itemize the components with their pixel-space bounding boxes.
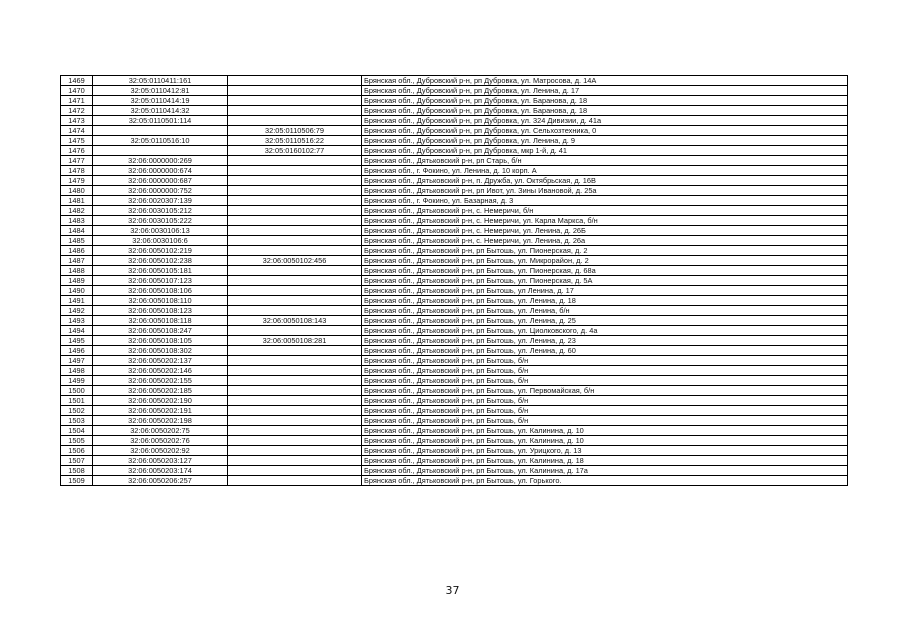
table-row — [61, 336, 848, 346]
linked-cadastral-number-cell — [228, 266, 362, 276]
cadastral-number-cell: 32:06:0030105:212 — [93, 206, 228, 216]
address-cell: Брянская обл., Дубровский р-н, рп Дубровка, ул. Ленина, д. 17 — [362, 86, 848, 96]
row-number-cell: 1488 — [61, 266, 93, 276]
table-row — [61, 346, 848, 356]
table-row — [61, 296, 848, 306]
row-number-cell: 1479 — [61, 176, 93, 186]
row-number-cell: 1495 — [61, 336, 93, 346]
table-row — [61, 366, 848, 376]
row-number-cell: 1480 — [61, 186, 93, 196]
linked-cadastral-number-cell — [228, 226, 362, 236]
table-row — [61, 226, 848, 236]
row-number-cell: 1490 — [61, 286, 93, 296]
row-number-cell: 1485 — [61, 236, 93, 246]
linked-cadastral-number-cell: 32:06:0050102:456 — [228, 256, 362, 266]
row-number-cell: 1509 — [61, 476, 93, 486]
row-number-cell: 1491 — [61, 296, 93, 306]
row-number-cell: 1469 — [61, 76, 93, 86]
address-cell: Брянская обл., Дятьковский р-н, рп Бытошь, ул. Ленина, д. 18 — [362, 296, 848, 306]
row-number-cell: 1507 — [61, 456, 93, 466]
address-cell: Брянская обл., Дятьковский р-н, рп Бытошь, ул. Ленина, б/н — [362, 306, 848, 316]
address-cell: Брянская обл., Дубровский р-н, рп Дубровка, ул. 324 Дивизии, д. 41а — [362, 116, 848, 126]
address-cell: Брянская обл., Дятьковский р-н, рп Бытошь, ул. Ленина, д. 25 — [362, 316, 848, 326]
address-cell: Брянская обл., Дятьковский р-н, рп Бытошь, ул. Микрорайон, д. 2 — [362, 256, 848, 266]
cadastral-number-cell: 32:06:0020307:139 — [93, 196, 228, 206]
linked-cadastral-number-cell — [228, 476, 362, 486]
cadastral-number-cell — [93, 146, 228, 156]
address-cell: Брянская обл., Дубровский р-н, рп Дубровка, ул. Ленина, д. 9 — [362, 136, 848, 146]
cadastral-number-cell: 32:06:0050102:219 — [93, 246, 228, 256]
address-cell: Брянская обл., Дятьковский р-н, рп Бытошь, ул. Калинина, д. 10 — [362, 436, 848, 446]
cadastral-number-cell: 32:06:0050105:181 — [93, 266, 228, 276]
linked-cadastral-number-cell — [228, 356, 362, 366]
cadastral-number-cell: 32:06:0000000:687 — [93, 176, 228, 186]
table-row — [61, 276, 848, 286]
registry-table-body — [61, 76, 848, 486]
cadastral-number-cell: 32:06:0030106:6 — [93, 236, 228, 246]
linked-cadastral-number-cell — [228, 286, 362, 296]
linked-cadastral-number-cell — [228, 396, 362, 406]
table-row — [61, 406, 848, 416]
row-number-cell: 1473 — [61, 116, 93, 126]
table-row — [61, 206, 848, 216]
linked-cadastral-number-cell — [228, 276, 362, 286]
address-cell: Брянская обл., Дятьковский р-н, рп Бытошь, ул. Ленина, д. 60 — [362, 346, 848, 356]
address-cell: Брянская обл., Дятьковский р-н, рп Бытошь, ул. Калинина, д. 17а — [362, 466, 848, 476]
address-cell: Брянская обл., Дятьковский р-н, с. Немеричи, ул. Карла Маркса, б/н — [362, 216, 848, 226]
address-cell: Брянская обл., Дятьковский р-н, п. Дружба, ул. Октябрьская, д. 16В — [362, 176, 848, 186]
table-row — [61, 456, 848, 466]
row-number-cell: 1471 — [61, 96, 93, 106]
linked-cadastral-number-cell — [228, 86, 362, 96]
row-number-cell: 1496 — [61, 346, 93, 356]
table-row — [61, 236, 848, 246]
row-number-cell: 1478 — [61, 166, 93, 176]
linked-cadastral-number-cell: 32:05:0110506:79 — [228, 126, 362, 136]
linked-cadastral-number-cell — [228, 76, 362, 86]
cadastral-number-cell: 32:06:0050203:174 — [93, 466, 228, 476]
address-cell: Брянская обл., Дятьковский р-н, рп Бытошь, ул. Урицкого, д. 13 — [362, 446, 848, 456]
table-row — [61, 146, 848, 156]
table-row — [61, 176, 848, 186]
table-row — [61, 326, 848, 336]
cadastral-number-cell: 32:06:0050202:76 — [93, 436, 228, 446]
linked-cadastral-number-cell — [228, 346, 362, 356]
row-number-cell: 1500 — [61, 386, 93, 396]
table-row — [61, 106, 848, 116]
table-row — [61, 126, 848, 136]
table-row — [61, 316, 848, 326]
cadastral-number-cell: 32:06:0050102:238 — [93, 256, 228, 266]
linked-cadastral-number-cell — [228, 376, 362, 386]
cadastral-number-cell: 32:06:0050206:257 — [93, 476, 228, 486]
row-number-cell: 1502 — [61, 406, 93, 416]
linked-cadastral-number-cell — [228, 96, 362, 106]
table-row — [61, 416, 848, 426]
cadastral-number-cell: 32:06:0050202:191 — [93, 406, 228, 416]
address-cell: Брянская обл., Дубровский р-н, рп Дубровка, мкр 1-й, д. 41 — [362, 146, 848, 156]
linked-cadastral-number-cell — [228, 156, 362, 166]
linked-cadastral-number-cell — [228, 186, 362, 196]
cadastral-number-cell: 32:05:0110414:19 — [93, 96, 228, 106]
cadastral-number-cell: 32:06:0050108:110 — [93, 296, 228, 306]
linked-cadastral-number-cell — [228, 406, 362, 416]
cadastral-number-cell: 32:05:0110516:10 — [93, 136, 228, 146]
row-number-cell: 1497 — [61, 356, 93, 366]
address-cell: Брянская обл., Дубровский р-н, рп Дубровка, ул. Матросова, д. 14А — [362, 76, 848, 86]
table-row — [61, 396, 848, 406]
linked-cadastral-number-cell — [228, 456, 362, 466]
table-row — [61, 306, 848, 316]
table-row — [61, 466, 848, 476]
cadastral-number-cell: 32:06:0030105:222 — [93, 216, 228, 226]
table-row — [61, 166, 848, 176]
row-number-cell: 1508 — [61, 466, 93, 476]
linked-cadastral-number-cell — [228, 306, 362, 316]
linked-cadastral-number-cell — [228, 426, 362, 436]
linked-cadastral-number-cell — [228, 326, 362, 336]
cadastral-number-cell: 32:06:0050202:146 — [93, 366, 228, 376]
table-row — [61, 356, 848, 366]
address-cell: Брянская обл., Дятьковский р-н, рп Бытошь, ул. Горького. — [362, 476, 848, 486]
linked-cadastral-number-cell — [228, 446, 362, 456]
linked-cadastral-number-cell — [228, 166, 362, 176]
cadastral-number-cell: 32:06:0000000:269 — [93, 156, 228, 166]
linked-cadastral-number-cell — [228, 416, 362, 426]
table-row — [61, 116, 848, 126]
address-cell: Брянская обл., Дятьковский р-н, рп Бытошь, ул. Первомайская, б/н — [362, 386, 848, 396]
cadastral-number-cell: 32:06:0050108:247 — [93, 326, 228, 336]
linked-cadastral-number-cell — [228, 116, 362, 126]
table-row — [61, 446, 848, 456]
cadastral-number-cell: 32:06:0050202:198 — [93, 416, 228, 426]
table-row — [61, 156, 848, 166]
cadastral-number-cell: 32:06:0050203:127 — [93, 456, 228, 466]
row-number-cell: 1498 — [61, 366, 93, 376]
address-cell: Брянская обл., Дятьковский р-н, с. Немеричи, ул. Ленина, д. 26а — [362, 236, 848, 246]
linked-cadastral-number-cell — [228, 246, 362, 256]
address-cell: Брянская обл., Дятьковский р-н, рп Бытошь, б/н — [362, 406, 848, 416]
table-row — [61, 86, 848, 96]
table-row — [61, 246, 848, 256]
row-number-cell: 1481 — [61, 196, 93, 206]
linked-cadastral-number-cell — [228, 216, 362, 226]
row-number-cell: 1503 — [61, 416, 93, 426]
address-cell: Брянская обл., Дятьковский р-н, рп Старь, б/н — [362, 156, 848, 166]
linked-cadastral-number-cell — [228, 386, 362, 396]
cadastral-number-cell: 32:06:0050108:105 — [93, 336, 228, 346]
cadastral-number-cell: 32:06:0050108:123 — [93, 306, 228, 316]
cadastral-number-cell: 32:06:0050108:118 — [93, 316, 228, 326]
cadastral-number-cell — [93, 126, 228, 136]
address-cell: Брянская обл., Дятьковский р-н, рп Бытошь, ул. Пионерская, д. 5А — [362, 276, 848, 286]
address-cell: Брянская обл., г. Фокино, ул. Ленина, д. 10 корп. А — [362, 166, 848, 176]
linked-cadastral-number-cell: 32:06:0050108:281 — [228, 336, 362, 346]
cadastral-number-cell: 32:06:0030106:13 — [93, 226, 228, 236]
linked-cadastral-number-cell — [228, 106, 362, 116]
row-number-cell: 1477 — [61, 156, 93, 166]
table-row — [61, 216, 848, 226]
address-cell: Брянская обл., Дятьковский р-н, рп Бытошь, ул. Ленина, д. 23 — [362, 336, 848, 346]
row-number-cell: 1494 — [61, 326, 93, 336]
table-row — [61, 436, 848, 446]
address-cell: Брянская обл., Дятьковский р-н, с. Немеричи, б/н — [362, 206, 848, 216]
address-cell: Брянская обл., Дятьковский р-н, рп Бытошь, ул. Пионерская, д. 2 — [362, 246, 848, 256]
row-number-cell: 1484 — [61, 226, 93, 236]
property-registry-table — [60, 75, 848, 486]
cadastral-number-cell: 32:05:0110414:32 — [93, 106, 228, 116]
table-row — [61, 96, 848, 106]
linked-cadastral-number-cell — [228, 366, 362, 376]
address-cell: Брянская обл., Дятьковский р-н, рп Бытошь, ул. Калинина, д. 18 — [362, 456, 848, 466]
row-number-cell: 1474 — [61, 126, 93, 136]
address-cell: Брянская обл., Дятьковский р-н, рп Бытошь, б/н — [362, 396, 848, 406]
row-number-cell: 1472 — [61, 106, 93, 116]
linked-cadastral-number-cell — [228, 296, 362, 306]
linked-cadastral-number-cell — [228, 436, 362, 446]
address-cell: Брянская обл., Дятьковский р-н, рп Бытошь, б/н — [362, 376, 848, 386]
row-number-cell: 1475 — [61, 136, 93, 146]
row-number-cell: 1499 — [61, 376, 93, 386]
address-cell: Брянская обл., Дятьковский р-н, рп Ивот, ул. Зины Ивановой, д. 25а — [362, 186, 848, 196]
row-number-cell: 1470 — [61, 86, 93, 96]
linked-cadastral-number-cell: 32:05:0160102:77 — [228, 146, 362, 156]
row-number-cell: 1476 — [61, 146, 93, 156]
table-row — [61, 76, 848, 86]
table-row — [61, 196, 848, 206]
row-number-cell: 1482 — [61, 206, 93, 216]
cadastral-number-cell: 32:06:0050202:75 — [93, 426, 228, 436]
cadastral-number-cell: 32:05:0110501:114 — [93, 116, 228, 126]
cadastral-number-cell: 32:06:0050108:302 — [93, 346, 228, 356]
row-number-cell: 1506 — [61, 446, 93, 456]
row-number-cell: 1501 — [61, 396, 93, 406]
address-cell: Брянская обл., Дятьковский р-н, рп Бытошь, ул. Циолковского, д. 4а — [362, 326, 848, 336]
row-number-cell: 1483 — [61, 216, 93, 226]
address-cell: Брянская обл., Дятьковский р-н, рп Бытошь, б/н — [362, 416, 848, 426]
row-number-cell: 1493 — [61, 316, 93, 326]
cadastral-number-cell: 32:06:0050108:106 — [93, 286, 228, 296]
table-row — [61, 186, 848, 196]
row-number-cell: 1504 — [61, 426, 93, 436]
cadastral-number-cell: 32:05:0110411:161 — [93, 76, 228, 86]
table-row — [61, 386, 848, 396]
row-number-cell: 1486 — [61, 246, 93, 256]
linked-cadastral-number-cell — [228, 236, 362, 246]
row-number-cell: 1489 — [61, 276, 93, 286]
table-row — [61, 266, 848, 276]
page-number: 37 — [445, 584, 460, 597]
address-cell: Брянская обл., Дубровский р-н, рп Дубровка, ул. Сельхозтехника, 0 — [362, 126, 848, 136]
table-row — [61, 256, 848, 266]
cadastral-number-cell: 32:06:0000000:752 — [93, 186, 228, 196]
cadastral-number-cell: 32:06:0050202:155 — [93, 376, 228, 386]
table-row — [61, 476, 848, 486]
table-row — [61, 286, 848, 296]
address-cell: Брянская обл., Дубровский р-н, рп Дубровка, ул. Баранова, д. 18 — [362, 96, 848, 106]
cadastral-number-cell: 32:06:0050202:185 — [93, 386, 228, 396]
address-cell: Брянская обл., г. Фокино, ул. Базарная, д. 3 — [362, 196, 848, 206]
address-cell: Брянская обл., Дятьковский р-н, рп Бытошь, ул. Калинина, д. 10 — [362, 426, 848, 436]
table-row — [61, 376, 848, 386]
linked-cadastral-number-cell — [228, 176, 362, 186]
linked-cadastral-number-cell — [228, 466, 362, 476]
table-row — [61, 426, 848, 436]
cadastral-number-cell: 32:06:0050202:137 — [93, 356, 228, 366]
table-row — [61, 136, 848, 146]
cadastral-number-cell: 32:06:0000000:674 — [93, 166, 228, 176]
cadastral-number-cell: 32:06:0050107:123 — [93, 276, 228, 286]
row-number-cell: 1487 — [61, 256, 93, 266]
linked-cadastral-number-cell — [228, 206, 362, 216]
address-cell: Брянская обл., Дятьковский р-н, рп Бытошь, ул. Пионерская, д. 68а — [362, 266, 848, 276]
linked-cadastral-number-cell: 32:05:0110516:22 — [228, 136, 362, 146]
cadastral-number-cell: 32:05:0110412:81 — [93, 86, 228, 96]
row-number-cell: 1492 — [61, 306, 93, 316]
row-number-cell: 1505 — [61, 436, 93, 446]
address-cell: Брянская обл., Дятьковский р-н, рп Бытошь, ул Ленина, д. 17 — [362, 286, 848, 296]
address-cell: Брянская обл., Дубровский р-н, рп Дубровка, ул. Баранова, д. 18 — [362, 106, 848, 116]
cadastral-number-cell: 32:06:0050202:190 — [93, 396, 228, 406]
linked-cadastral-number-cell: 32:06:0050108:143 — [228, 316, 362, 326]
linked-cadastral-number-cell — [228, 196, 362, 206]
cadastral-number-cell: 32:06:0050202:92 — [93, 446, 228, 456]
address-cell: Брянская обл., Дятьковский р-н, с. Немеричи, ул. Ленина, д. 26Б — [362, 226, 848, 236]
address-cell: Брянская обл., Дятьковский р-н, рп Бытошь, б/н — [362, 356, 848, 366]
address-cell: Брянская обл., Дятьковский р-н, рп Бытошь, б/н — [362, 366, 848, 376]
